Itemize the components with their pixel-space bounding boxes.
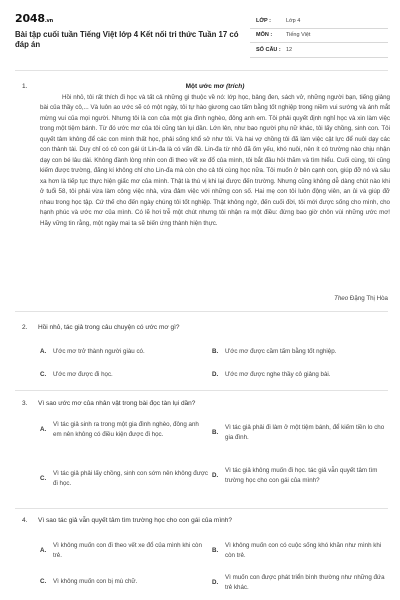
- question-number: 1.: [22, 83, 28, 90]
- option-text: Ước mơ được đi học.: [53, 371, 113, 378]
- author-name: Đặng Thị Hòa: [349, 295, 388, 302]
- question-number: 3.: [22, 400, 28, 407]
- question-number: 2.: [22, 324, 28, 331]
- option-text: Vì tác giả sinh ra trong một gia đình nghèo, đông anh em nên không có điều kiện được đi học.: [53, 421, 199, 438]
- meta-table: [250, 14, 388, 58]
- option-letter: C.: [40, 474, 47, 482]
- option-text: Ước mơ được nghe thầy cô giảng bài.: [225, 371, 331, 378]
- divider: [15, 70, 388, 71]
- option-letter: A.: [40, 425, 47, 433]
- option-text: Vì tác giả phải lấy chồng, sinh con sớm nên không được đi học.: [53, 470, 209, 487]
- question-number: 4.: [22, 517, 28, 524]
- meta-key: SỐ CÂU :: [256, 46, 281, 53]
- divider: [15, 508, 388, 509]
- question-text: Vì sao ước mơ của nhân vật trong bài đọc tàn lụi dần?: [38, 400, 196, 407]
- meta-value: 12: [286, 46, 293, 53]
- meta-key: MÔN :: [256, 32, 273, 39]
- option-text: Ước mơ được cầm tấm bằng tốt nghiệp.: [225, 348, 337, 355]
- option-text: Ước mơ trở thành người giàu có.: [53, 348, 145, 355]
- option-a[interactable]: [40, 420, 208, 439]
- option-text: Vì tác giả không muốn đi học. tác giả vẫn quyết tâm tìm trường học cho con gái của mình?: [225, 467, 378, 484]
- option-c[interactable]: [40, 577, 208, 587]
- question-3: [22, 400, 195, 407]
- passage-title: [40, 83, 390, 90]
- option-letter: C.: [40, 371, 47, 378]
- option-letter: A.: [40, 546, 47, 554]
- divider: [15, 311, 388, 312]
- passage-author: [334, 295, 388, 302]
- option-text: Vì không muốn con bị mù chữ.: [53, 578, 138, 585]
- option-letter: B.: [212, 348, 219, 355]
- meta-row-class: [250, 14, 388, 29]
- option-text: Vì tác giả phải đi làm ở một tiệm bánh, để kiếm tiền lo cho gia đình.: [225, 424, 385, 441]
- option-a[interactable]: [40, 541, 208, 560]
- option-letter: D.: [212, 371, 219, 378]
- option-text: Vì không muốn con có cuộc sống khó khăn như mình khi còn trẻ.: [225, 542, 382, 559]
- option-b[interactable]: [212, 541, 390, 560]
- meta-value: Tiếng Việt: [286, 32, 311, 39]
- option-b[interactable]: [212, 347, 390, 357]
- option-c[interactable]: [40, 370, 200, 380]
- option-d[interactable]: [212, 573, 390, 592]
- option-letter: A.: [40, 348, 47, 355]
- passage-title-text: Một ước mơ: [185, 83, 225, 90]
- option-letter: B.: [212, 428, 219, 436]
- option-letter: C.: [40, 578, 47, 585]
- passage-title-note: (trích): [225, 83, 245, 90]
- divider: [15, 390, 388, 391]
- logo-main: 2048: [15, 12, 45, 25]
- question-text: Vì sao tác giả vẫn quyết tâm tìm trường học cho con gái của mình?: [38, 517, 232, 524]
- option-letter: D.: [212, 578, 219, 586]
- option-letter: D.: [212, 471, 219, 479]
- option-letter: B.: [212, 546, 219, 554]
- question-text: Hồi nhỏ, tác giả trong câu chuyện có ước mơ gì?: [38, 324, 180, 331]
- option-d[interactable]: [212, 466, 390, 485]
- option-text: Vì không muốn con đi theo vết xe đổ của mình khi còn trẻ.: [53, 542, 202, 559]
- option-d[interactable]: [212, 370, 390, 380]
- author-prefix: Theo: [334, 295, 349, 302]
- option-c[interactable]: [40, 469, 208, 488]
- meta-key: LỚP :: [256, 17, 271, 24]
- option-b[interactable]: [212, 423, 390, 442]
- meta-row-count: [250, 43, 388, 58]
- meta-row-subject: [250, 29, 388, 44]
- meta-value: Lớp 4: [286, 17, 301, 24]
- option-a[interactable]: [40, 347, 200, 357]
- logo-suffix: .vn: [44, 18, 53, 24]
- passage-text: Hồi nhỏ, tôi rất thích đi học và tất cả những gì thuộc về nó: lớp học, bảng đen, sách vở, những người bạn, tiếng giảng bài của thầy cô,... Và luôn ao ước sẽ có một ngày, tôi tự hào giương cao tấm bằng tốt nghiệp trong niềm vui sướng và ánh mắt mừng vui của mọi người. Nhưng tôi là con của một gia đình nghèo, đông anh em. Tôi phải quyết định nghỉ học và xin làm việc trong một tiệm bánh. Từ đó ước mơ của tôi cũng tàn lụi dần. Lớn lên, như bao người phụ nữ khác, tôi lấy chồng, sinh con. Tôi quyết tâm không để các con mình thất học, phải sống khổ sở như tôi. Và hai vợ chồng tôi đã làm việc cật lực để nuôi dạy các con thành tài. Duy chỉ có cô con gái út Lin-đa là có vấn đề. Lin-đa từ nhỏ đã ốm yếu, khó nuôi, nên ít có trường nào chịu nhận dạy con bé lâu dài. Không đành lòng nhìn con đi theo vết xe đổ của mình, tôi bắt đầu hỏi thăm và tìm hiểu. Cuối cùng, tôi cũng kiếm được trường, đăng kí không chỉ cho Lin-đa mà còn cho cả tôi cùng học nữa. Tôi muốn ở bên cạnh con, giúp đỡ nó và sâu xa hơn là tiếp tục thực hiện giấc mơ của mình. Thật là thú vị khi lại được đến trường. Nhưng cũng không dễ dàng chút nào khi ở tuổi 58, tôi phải vừa làm công việc nhà, vừa đảm việc với những con số. Hai mẹ con tôi luôn động viên, an ủi và giúp đỡ nhau trong học tập. Cứ thế cho đến ngày chúng tôi tốt nghiệp. Thật không ngờ, đến cuối đời, tôi mới được sống cho mình, cho hạnh phúc và ước mơ của mình. Có lẽ hơi trễ một chút nhưng tôi nhận ra một điều: đừng bao giờ chôn vùi những ước mơ! Hãy vững tin rằng, một ngày mai ta sẽ biến ứng thành hiện thực.: [40, 93, 390, 227]
- option-text: Vì muốn con được phát triển bình thường như những đứa trẻ khác.: [225, 574, 385, 591]
- question-2: [22, 324, 180, 331]
- site-logo[interactable]: [15, 12, 53, 25]
- document-title: Bài tập cuối tuần Tiếng Việt lớp 4 Kết nối tri thức Tuần 17 có đáp án: [15, 30, 239, 49]
- question-4: [22, 517, 232, 524]
